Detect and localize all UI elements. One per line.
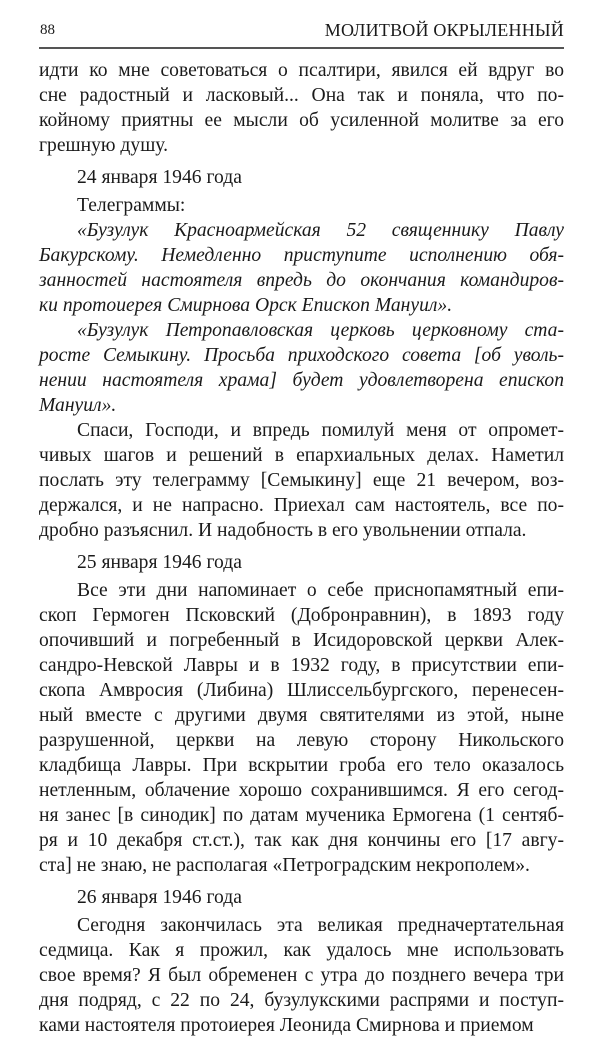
paragraph bbox=[39, 913, 564, 1038]
entry-date-heading: 26 января 1946 года bbox=[77, 887, 242, 908]
text-line: Телеграммы: bbox=[77, 195, 186, 216]
page-body bbox=[39, 58, 564, 1038]
text-line: держался, и не напрасно. Приехал сам настоятель, все по- bbox=[39, 495, 564, 516]
running-title: МОЛИТВОЙ ОКРЫЛЕННЫЙ bbox=[324, 20, 564, 40]
text-line: послать эту телеграмму [Семыкину] еще 21 вечером, воз- bbox=[39, 470, 564, 491]
text-line: разрушенной, церкви на левую сторону Никольского bbox=[39, 730, 564, 751]
text-line: чивых шагов и решений в епархиальных делах. Наметил bbox=[39, 445, 564, 466]
page-header bbox=[39, 0, 564, 49]
text-line: Все эти дни напоминает о себе приснопамятный епи- bbox=[77, 580, 564, 601]
text-line: опочивший и погребенный в Исидоровской церкви Алек- bbox=[39, 630, 564, 651]
paragraph bbox=[39, 578, 564, 878]
page-number: 88 bbox=[40, 22, 55, 38]
text-line: кладбища Лавры. При вскрытии гроба его тело оказалось bbox=[39, 755, 564, 776]
text-line: сандро-Невской Лавры и в 1932 году, в присутствии епи- bbox=[39, 655, 564, 676]
telegram-quote bbox=[39, 218, 564, 318]
text-line: Бакурскому. Немедленно приступите исполнению обя- bbox=[39, 245, 564, 266]
text-line: ня занес [в синодик] по датам мученика Ермогена (1 сентяб- bbox=[39, 805, 564, 826]
text-line: «Бузулук Красноармейская 52 священнику Павлу bbox=[77, 220, 564, 241]
text-line: сне радостный и ласковый... Она так и поняла, что по- bbox=[39, 85, 564, 106]
telegram-quote bbox=[39, 318, 564, 418]
text-line: дня подряд, с 22 по 24, бузулукскими распрями и поступ- bbox=[39, 990, 564, 1011]
text-line: скоп Гермоген Псковский (Добронравнин), в 1893 году bbox=[39, 605, 564, 626]
text-line: Мануил». bbox=[39, 395, 117, 416]
text-line: занностей настоятеля впредь до окончания командиров- bbox=[39, 270, 564, 291]
paragraph bbox=[39, 193, 564, 218]
text-line: «Бузулук Петропавловская церковь церковному ста- bbox=[77, 320, 564, 341]
text-line: росте Семыкину. Просьба приходского совета [об уволь- bbox=[39, 345, 564, 366]
text-line: Спаси, Господи, и впредь помилуй меня от опромет- bbox=[77, 420, 564, 441]
text-line: нетленным, облачение хорошо сохранившимся. Я его сегод- bbox=[39, 780, 564, 801]
entry-date-heading: 24 января 1946 года bbox=[77, 167, 242, 188]
text-line: ря и 10 декабря ст.ст.), так как дня кончины его [17 авгу- bbox=[39, 830, 564, 851]
text-line: седмица. Как я прожил, как удалось мне использовать bbox=[39, 940, 564, 961]
text-line: ки протоиерея Смирнова Орск Епископ Мануил». bbox=[39, 295, 453, 316]
book-page bbox=[39, 0, 564, 1038]
text-line: дробно разъяснил. И надобность в его увольнении отпала. bbox=[39, 520, 527, 541]
text-line: ками настоятеля протоиерея Леонида Смирнова и приемом bbox=[39, 1015, 534, 1036]
text-line: грешную душу. bbox=[39, 135, 169, 156]
entry-date-heading: 25 января 1946 года bbox=[77, 552, 242, 573]
text-line: ста] не знаю, не располагая «Петроградским некрополем». bbox=[39, 855, 530, 876]
text-line: ный вместе с другими двумя святителями из этой, ныне bbox=[39, 705, 564, 726]
text-line: нении настоятеля храма] будет удовлетворена епископ bbox=[39, 370, 564, 391]
text-line: свое время? Я был обременен с утра до позднего вечера три bbox=[39, 965, 564, 986]
text-line: идти ко мне советоваться о псалтири, явился ей вдруг во bbox=[39, 60, 564, 81]
text-line: койному приятны ее мысли об усиленной молитве за его bbox=[39, 110, 564, 131]
paragraph bbox=[39, 418, 564, 543]
text-line: Сегодня закончилась эта великая предначертательная bbox=[77, 915, 564, 936]
text-line: скопа Амвросия (Либина) Шлиссельбургского, перенесен- bbox=[39, 680, 564, 701]
paragraph bbox=[39, 58, 564, 158]
